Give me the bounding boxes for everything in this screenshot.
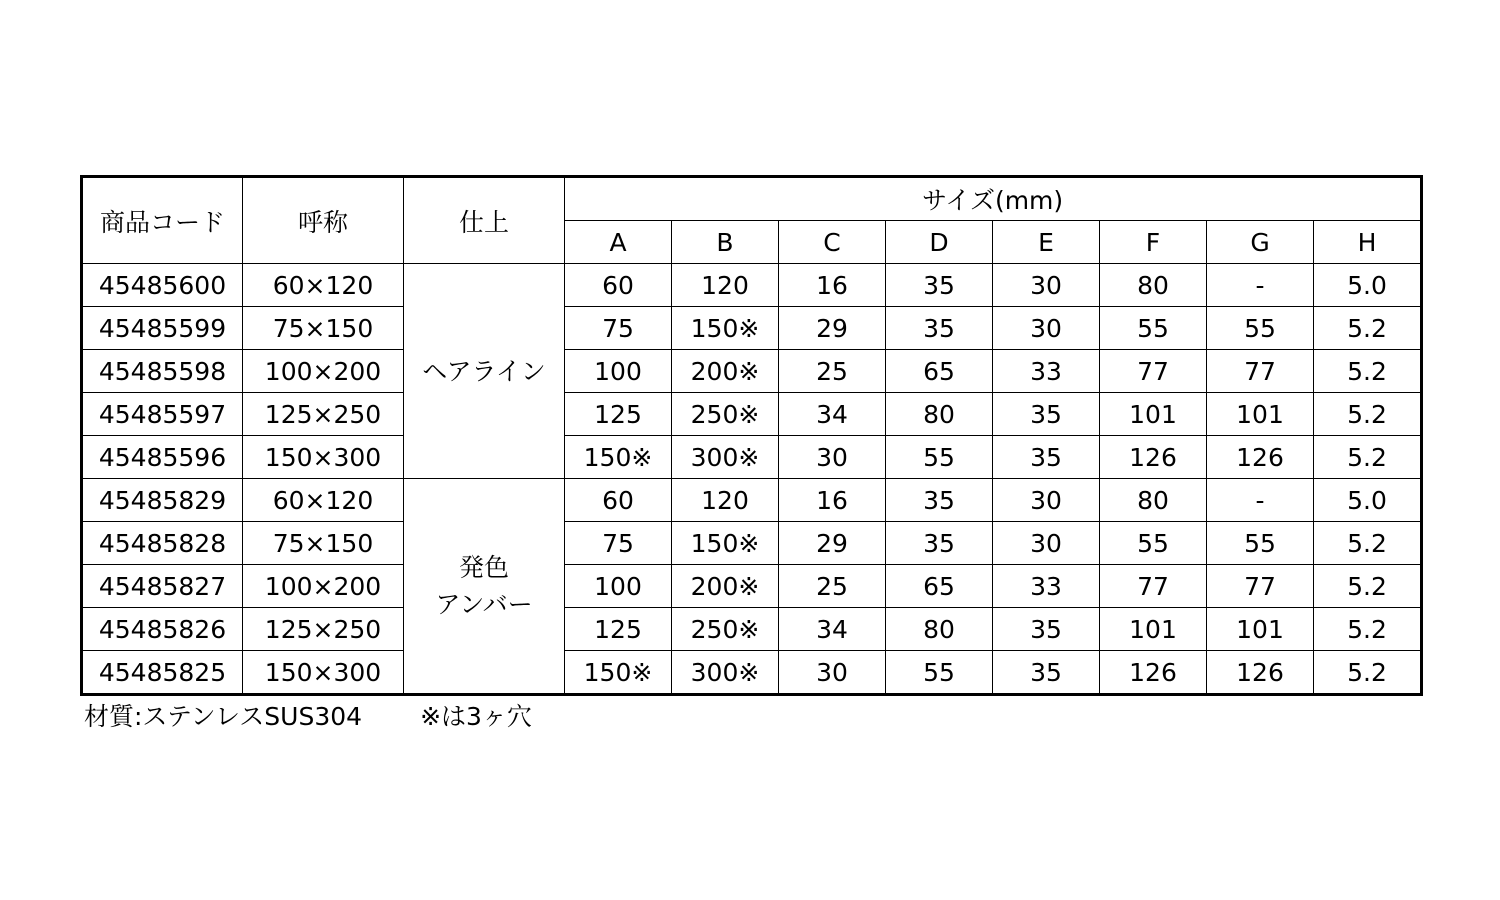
size-cell-b: 150※ xyxy=(672,307,779,350)
size-cell-c: 34 xyxy=(779,393,886,436)
size-cell-h: 5.2 xyxy=(1314,307,1422,350)
size-cell-d: 80 xyxy=(886,608,993,651)
size-cell-f: 101 xyxy=(1100,608,1207,651)
size-cell-a: 150※ xyxy=(565,651,672,695)
product-code-cell: 45485826 xyxy=(82,608,243,651)
size-cell-e: 30 xyxy=(993,307,1100,350)
spec-table xyxy=(80,175,1423,696)
size-cell-c: 16 xyxy=(779,264,886,307)
header-size-d: D xyxy=(886,221,993,264)
header-size-g: G xyxy=(1207,221,1314,264)
nominal-size-cell: 125×250 xyxy=(243,608,404,651)
finish-label: 発色 xyxy=(458,553,509,582)
table-header xyxy=(82,177,1422,264)
product-code-cell: 45485597 xyxy=(82,393,243,436)
size-cell-a: 60 xyxy=(565,479,672,522)
size-cell-b: 300※ xyxy=(672,651,779,695)
size-cell-d: 55 xyxy=(886,651,993,695)
size-cell-e: 33 xyxy=(993,350,1100,393)
size-cell-e: 33 xyxy=(993,565,1100,608)
size-cell-h: 5.2 xyxy=(1314,565,1422,608)
size-cell-f: 77 xyxy=(1100,565,1207,608)
size-cell-e: 35 xyxy=(993,608,1100,651)
size-cell-g: - xyxy=(1207,479,1314,522)
size-cell-d: 35 xyxy=(886,307,993,350)
size-cell-d: 55 xyxy=(886,436,993,479)
hole-note: ※は3ヶ穴 xyxy=(420,702,532,731)
size-cell-g: 126 xyxy=(1207,436,1314,479)
size-cell-d: 65 xyxy=(886,565,993,608)
nominal-size-cell: 100×200 xyxy=(243,350,404,393)
size-cell-f: 77 xyxy=(1100,350,1207,393)
size-cell-e: 30 xyxy=(993,264,1100,307)
size-cell-b: 150※ xyxy=(672,522,779,565)
header-name: 呼称 xyxy=(243,177,404,264)
size-cell-f: 55 xyxy=(1100,522,1207,565)
nominal-size-cell: 75×150 xyxy=(243,307,404,350)
size-cell-h: 5.2 xyxy=(1314,522,1422,565)
finish-cell xyxy=(404,264,565,479)
header-size-f: F xyxy=(1100,221,1207,264)
size-cell-a: 150※ xyxy=(565,436,672,479)
size-cell-g: 77 xyxy=(1207,565,1314,608)
size-cell-e: 35 xyxy=(993,393,1100,436)
header-code: 商品コード xyxy=(82,177,243,264)
size-cell-a: 125 xyxy=(565,393,672,436)
product-code-cell: 45485599 xyxy=(82,307,243,350)
size-cell-f: 126 xyxy=(1100,436,1207,479)
size-cell-b: 300※ xyxy=(672,436,779,479)
size-cell-c: 25 xyxy=(779,565,886,608)
table-row xyxy=(82,264,1422,307)
size-cell-h: 5.2 xyxy=(1314,393,1422,436)
size-cell-d: 35 xyxy=(886,522,993,565)
table-row xyxy=(82,307,1422,350)
table-row xyxy=(82,393,1422,436)
product-code-cell: 45485825 xyxy=(82,651,243,695)
finish-label: ヘアライン xyxy=(422,356,546,386)
product-code-cell: 45485596 xyxy=(82,436,243,479)
size-cell-g: - xyxy=(1207,264,1314,307)
size-cell-b: 120 xyxy=(672,479,779,522)
size-cell-b: 250※ xyxy=(672,393,779,436)
size-cell-e: 35 xyxy=(993,436,1100,479)
table-row xyxy=(82,608,1422,651)
size-cell-d: 65 xyxy=(886,350,993,393)
product-code-cell: 45485827 xyxy=(82,565,243,608)
table-row xyxy=(82,522,1422,565)
size-cell-g: 101 xyxy=(1207,608,1314,651)
nominal-size-cell: 150×300 xyxy=(243,651,404,695)
product-code-cell: 45485600 xyxy=(82,264,243,307)
size-cell-e: 30 xyxy=(993,479,1100,522)
nominal-size-cell: 75×150 xyxy=(243,522,404,565)
size-cell-c: 16 xyxy=(779,479,886,522)
table-row xyxy=(82,651,1422,695)
table-row xyxy=(82,350,1422,393)
product-code-cell: 45485598 xyxy=(82,350,243,393)
nominal-size-cell: 150×300 xyxy=(243,436,404,479)
header-size-b: B xyxy=(672,221,779,264)
size-cell-e: 30 xyxy=(993,522,1100,565)
size-cell-g: 55 xyxy=(1207,307,1314,350)
size-cell-g: 77 xyxy=(1207,350,1314,393)
header-size-group: サイズ(mm) xyxy=(565,177,1422,221)
size-cell-c: 30 xyxy=(779,436,886,479)
table-row xyxy=(82,565,1422,608)
size-cell-c: 25 xyxy=(779,350,886,393)
material-label: 材質:ステンレスSUS304 xyxy=(84,702,363,731)
size-cell-b: 250※ xyxy=(672,608,779,651)
nominal-size-cell: 125×250 xyxy=(243,393,404,436)
size-cell-h: 5.2 xyxy=(1314,350,1422,393)
product-code-cell: 45485829 xyxy=(82,479,243,522)
size-cell-h: 5.0 xyxy=(1314,264,1422,307)
finish-label: アンバー xyxy=(435,590,533,619)
size-cell-e: 35 xyxy=(993,651,1100,695)
size-cell-a: 125 xyxy=(565,608,672,651)
size-cell-c: 29 xyxy=(779,307,886,350)
nominal-size-cell: 60×120 xyxy=(243,479,404,522)
size-cell-c: 30 xyxy=(779,651,886,695)
size-cell-f: 80 xyxy=(1100,479,1207,522)
size-cell-g: 101 xyxy=(1207,393,1314,436)
finish-cell xyxy=(404,479,565,695)
nominal-size-cell: 100×200 xyxy=(243,565,404,608)
table-body xyxy=(82,264,1422,695)
size-cell-f: 55 xyxy=(1100,307,1207,350)
size-cell-b: 200※ xyxy=(672,565,779,608)
size-cell-a: 100 xyxy=(565,565,672,608)
size-cell-d: 35 xyxy=(886,264,993,307)
header-size-c: C xyxy=(779,221,886,264)
size-cell-a: 100 xyxy=(565,350,672,393)
header-size-h: H xyxy=(1314,221,1422,264)
header-finish: 仕上 xyxy=(404,177,565,264)
size-cell-b: 200※ xyxy=(672,350,779,393)
size-cell-g: 55 xyxy=(1207,522,1314,565)
size-cell-f: 80 xyxy=(1100,264,1207,307)
size-cell-h: 5.2 xyxy=(1314,651,1422,695)
size-cell-d: 35 xyxy=(886,479,993,522)
size-cell-c: 29 xyxy=(779,522,886,565)
product-code-cell: 45485828 xyxy=(82,522,243,565)
size-cell-f: 126 xyxy=(1100,651,1207,695)
size-cell-d: 80 xyxy=(886,393,993,436)
size-cell-h: 5.2 xyxy=(1314,436,1422,479)
size-cell-a: 75 xyxy=(565,307,672,350)
size-cell-b: 120 xyxy=(672,264,779,307)
size-cell-f: 101 xyxy=(1100,393,1207,436)
footer-note xyxy=(84,697,532,733)
size-cell-a: 60 xyxy=(565,264,672,307)
size-cell-a: 75 xyxy=(565,522,672,565)
size-cell-g: 126 xyxy=(1207,651,1314,695)
header-size-e: E xyxy=(993,221,1100,264)
size-cell-h: 5.0 xyxy=(1314,479,1422,522)
size-cell-h: 5.2 xyxy=(1314,608,1422,651)
header-size-a: A xyxy=(565,221,672,264)
nominal-size-cell: 60×120 xyxy=(243,264,404,307)
size-cell-c: 34 xyxy=(779,608,886,651)
table-row xyxy=(82,479,1422,522)
table-row xyxy=(82,436,1422,479)
